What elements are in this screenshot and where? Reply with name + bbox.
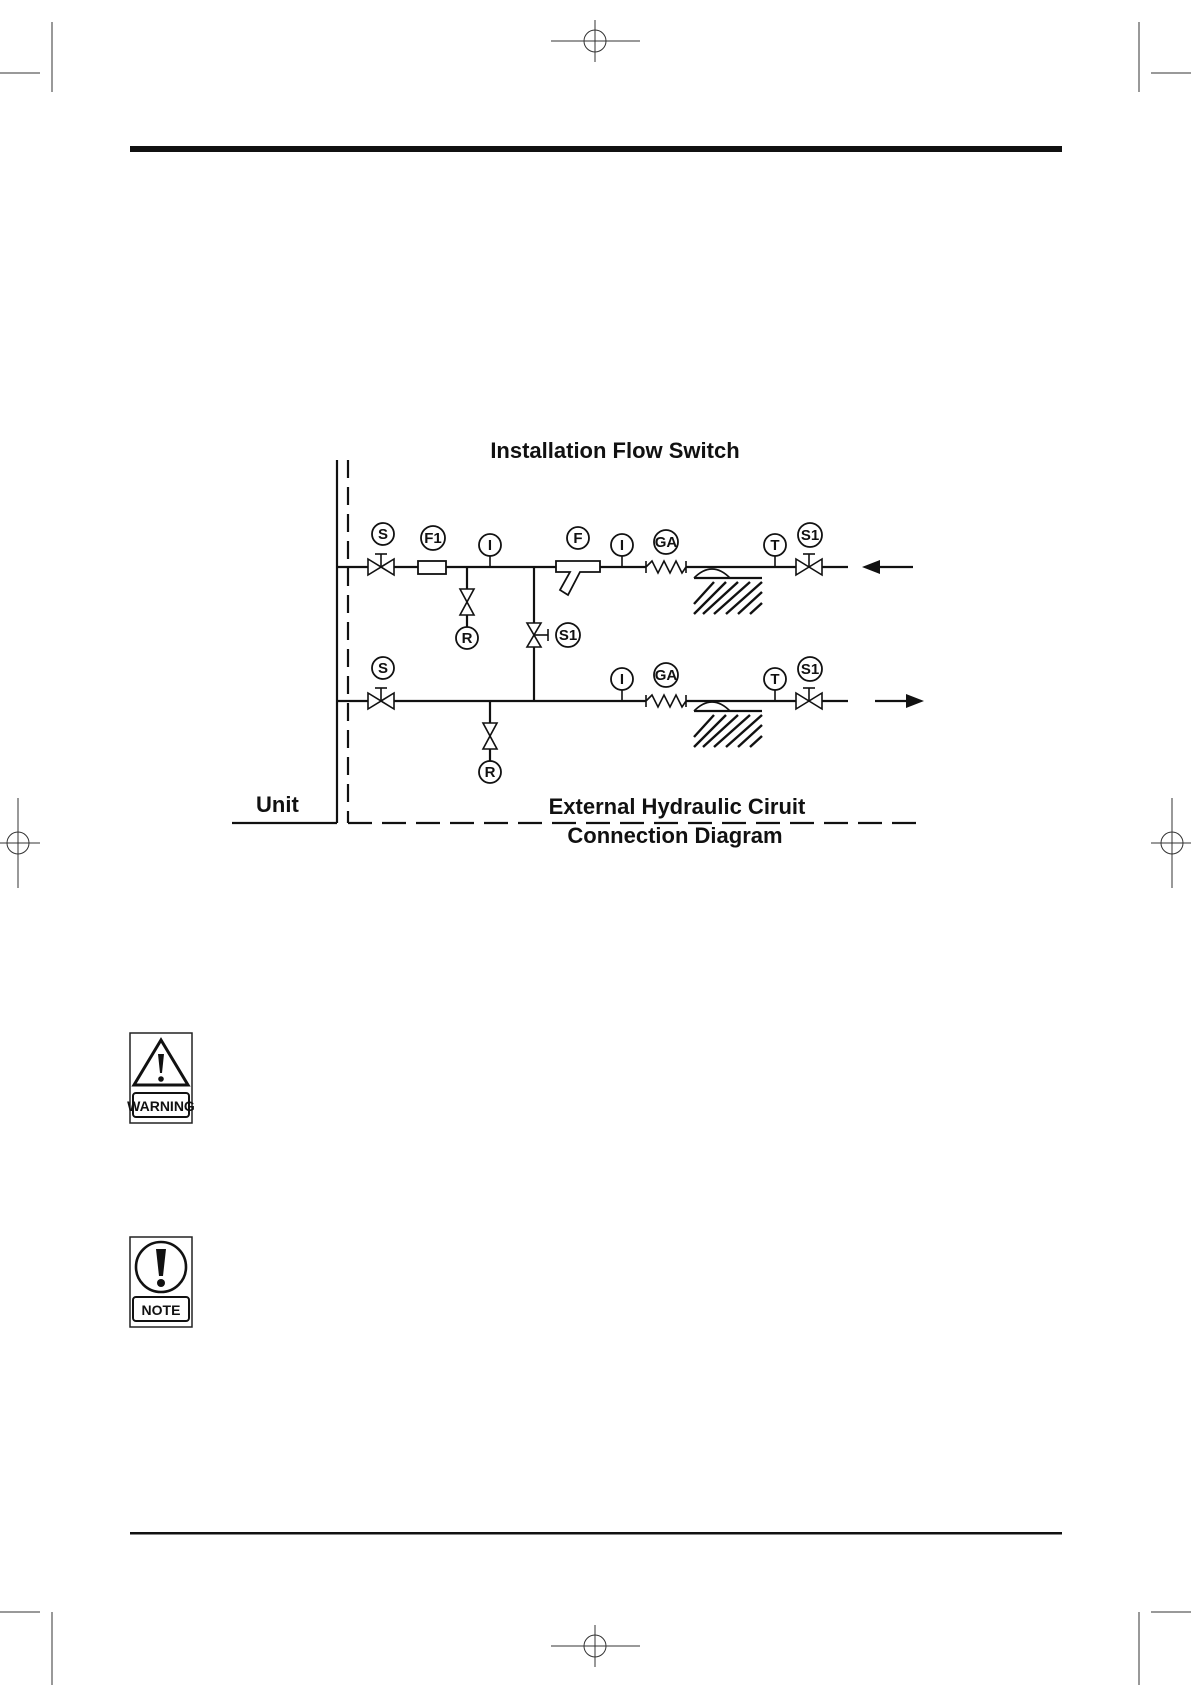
tag-bot-i — [611, 668, 633, 690]
top-filter-f1 — [418, 561, 446, 574]
tag-top-s1 — [798, 523, 822, 547]
tag-top-f1-text: F1 — [424, 530, 442, 547]
tag-top-i2-text: I — [619, 537, 625, 554]
inflow-arrow-head — [862, 560, 880, 574]
warning-icon — [127, 1033, 195, 1123]
hydraulic-diagram — [232, 438, 924, 848]
caption-line2: Connection Diagram — [567, 823, 783, 848]
diagram-title: Installation Flow Switch — [490, 438, 740, 463]
tag-bot-ga-text: GA — [654, 667, 678, 684]
crop-marks — [0, 22, 1191, 1685]
tag-mid-s1 — [556, 623, 580, 647]
top-shutoff-valve — [368, 554, 394, 575]
tag-top-f — [567, 527, 589, 549]
tag-bot-s1-text: S1 — [800, 661, 820, 678]
bottom-shutoff-valve — [368, 688, 394, 709]
registration-mark-left — [0, 798, 40, 888]
tag-top-r-text: R — [461, 630, 473, 647]
top-line — [337, 554, 913, 627]
footer-rule — [130, 1532, 1062, 1535]
tag-bot-ga — [654, 663, 678, 687]
top-flex-joint — [646, 561, 686, 573]
tag-top-s1-text: S1 — [800, 527, 820, 544]
note-icon-label: NOTE — [141, 1302, 181, 1318]
tag-top-ga — [654, 530, 678, 554]
unit-label: Unit — [256, 792, 299, 817]
tag-bot-t — [764, 668, 786, 690]
top-drain-valve — [460, 589, 474, 615]
outflow-arrow-head — [906, 694, 924, 708]
tag-top-r — [456, 627, 478, 649]
tag-top-f-text: F — [573, 530, 583, 547]
tag-bot-t-text: T — [770, 671, 780, 688]
registration-mark-top — [551, 20, 640, 62]
tag-bot-i-text: I — [619, 671, 625, 688]
tag-top-i2 — [611, 534, 633, 556]
exclamation-note-icon — [130, 1237, 192, 1327]
tag-mid-s1-text: S1 — [558, 627, 578, 644]
tag-bot-r-text: R — [484, 764, 496, 781]
tag-top-s — [372, 523, 394, 545]
tag-bot-s-text: S — [377, 660, 389, 677]
bypass-line — [527, 567, 548, 701]
bottom-drain-valve — [483, 723, 497, 749]
warning-icon-label: WARNING — [127, 1098, 195, 1114]
tag-top-i1 — [479, 534, 501, 556]
tag-bot-s1 — [798, 657, 822, 681]
tag-top-s-text: S — [377, 526, 389, 543]
tag-top-f1 — [421, 526, 445, 550]
tag-bot-r — [479, 761, 501, 783]
bottom-line — [337, 688, 924, 761]
registration-mark-right — [1151, 798, 1191, 888]
top-strainer-f — [556, 561, 600, 595]
tag-top-i1-text: I — [487, 537, 493, 554]
bottom-service-valve — [796, 688, 822, 709]
tag-top-t — [764, 534, 786, 556]
floor-support-top — [694, 569, 762, 614]
floor-support-bottom — [694, 702, 762, 747]
bottom-flex-joint — [646, 695, 686, 707]
caption-line1: External Hydraulic Ciruit — [548, 794, 806, 819]
top-service-valve — [796, 554, 822, 575]
tag-bot-s — [372, 657, 394, 679]
header-rule — [130, 146, 1062, 152]
registration-mark-bottom — [551, 1625, 640, 1667]
tag-top-ga-text: GA — [654, 534, 678, 551]
tag-top-t-text: T — [770, 537, 780, 554]
